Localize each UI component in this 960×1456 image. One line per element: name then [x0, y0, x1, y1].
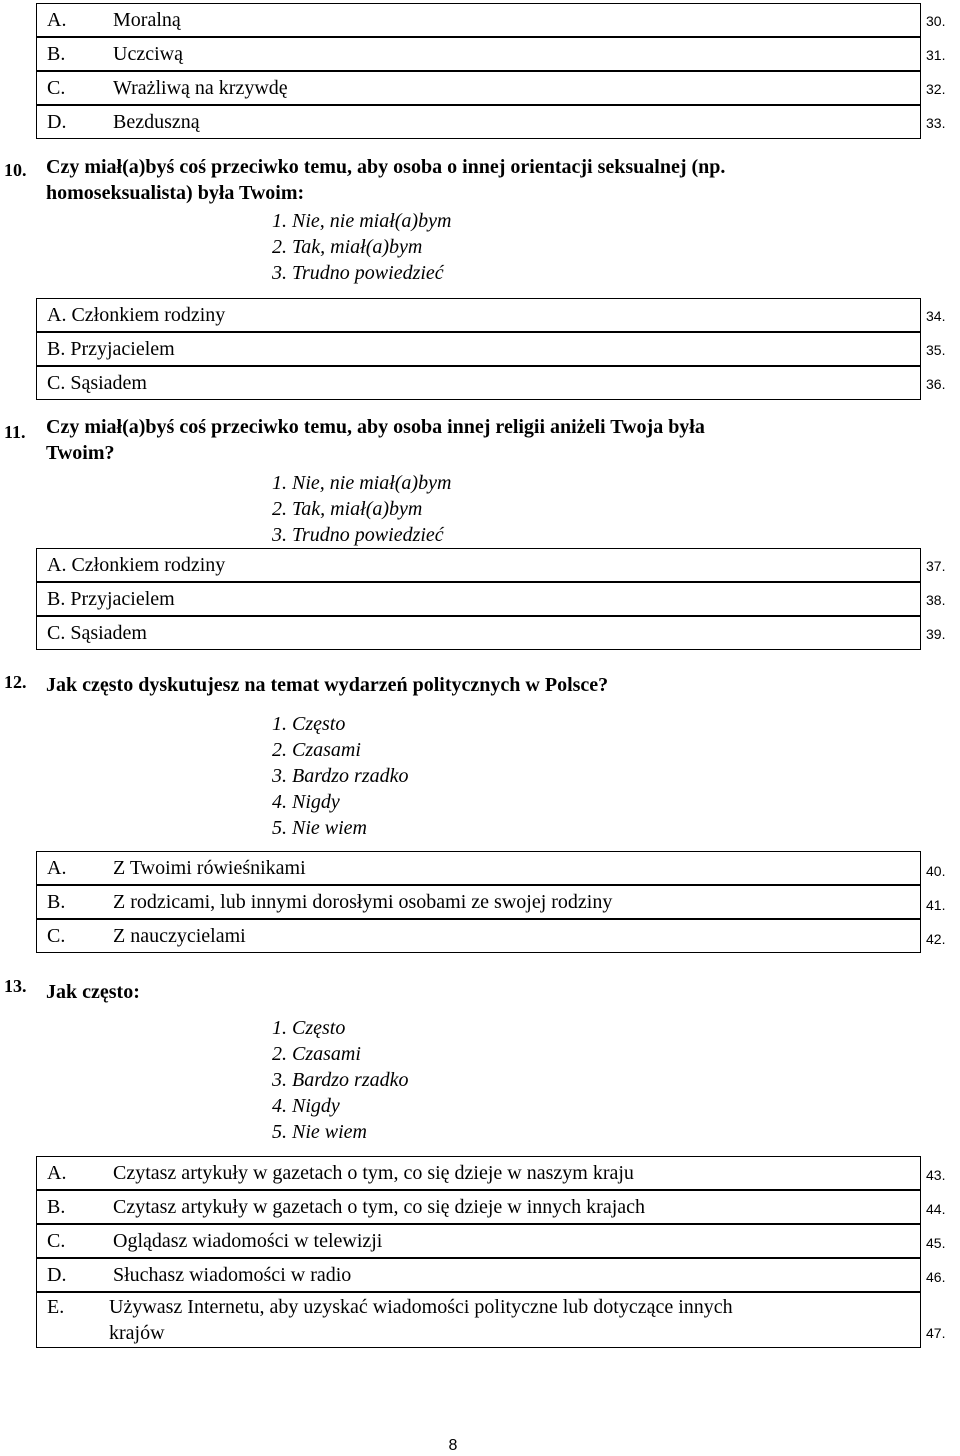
item-code: 39.: [926, 626, 946, 642]
item-code: 44.: [926, 1201, 946, 1217]
answer-row[interactable]: C. Wrażliwą na krzywdę: [36, 71, 921, 105]
answer-row[interactable]: A. Członkiem rodziny: [36, 298, 921, 332]
answer-row[interactable]: D. Bezduszną: [36, 105, 921, 139]
answer-row[interactable]: B. Czytasz artykuły w gazetach o tym, co się dzieje w innych krajach: [36, 1190, 921, 1224]
item-code: 31.: [926, 47, 946, 63]
answer-scale: 1. Nie, nie miał(a)bym 2. Tak, miał(a)bym 3. Trudno powiedzieć: [272, 472, 452, 546]
question-text: Jak często:: [46, 981, 140, 1003]
answer-row[interactable]: C. Sąsiadem: [36, 616, 921, 650]
page-number: 8: [448, 1437, 458, 1454]
answer-row[interactable]: B. Przyjacielem: [36, 332, 921, 366]
answer-row[interactable]: B. Z rodzicami, lub innymi dorosłymi osobami ze swojej rodziny: [36, 885, 921, 919]
answer-row[interactable]: A. Członkiem rodziny: [36, 548, 921, 582]
answer-row[interactable]: D. Słuchasz wiadomości w radio: [36, 1258, 921, 1292]
item-code: 34.: [926, 308, 946, 324]
question-text: Jak często dyskutujesz na temat wydarzeń politycznych w Polsce?: [46, 674, 609, 696]
answer-scale: 1. Często 2. Czasami 3. Bardzo rzadko 4. Nigdy 5. Nie wiem: [272, 713, 409, 839]
question-text: Czy miał(a)byś coś przeciwko temu, aby osoba o innej orientacji seksualnej (np. homoseksualista) była Twoim:: [46, 156, 726, 204]
question-number: 13.: [4, 976, 27, 996]
answer-scale: 1. Nie, nie miał(a)bym 2. Tak, miał(a)bym 3. Trudno powiedzieć: [272, 210, 452, 284]
item-code: 41.: [926, 897, 946, 913]
item-code: 47.: [926, 1325, 946, 1341]
item-code: 38.: [926, 592, 946, 608]
answer-scale: 1. Często 2. Czasami 3. Bardzo rzadko 4. Nigdy 5. Nie wiem: [272, 1017, 409, 1143]
item-code: 45.: [926, 1235, 946, 1251]
item-code: 40.: [926, 863, 946, 879]
answer-row[interactable]: C. Sąsiadem: [36, 366, 921, 400]
question-number: 10.: [4, 160, 27, 180]
answer-row[interactable]: B. Przyjacielem: [36, 582, 921, 616]
item-code: 30.: [926, 13, 946, 29]
answer-row[interactable]: B. Uczciwą: [36, 37, 921, 71]
item-code: 46.: [926, 1269, 946, 1285]
question-number: 11.: [4, 422, 26, 442]
answer-row[interactable]: A. Czytasz artykuły w gazetach o tym, co się dzieje w naszym kraju: [36, 1156, 921, 1190]
item-code: 36.: [926, 376, 946, 392]
question-number: 12.: [4, 672, 27, 692]
item-code: 33.: [926, 115, 946, 131]
item-code: 37.: [926, 558, 946, 574]
question-text: Czy miał(a)byś coś przeciwko temu, aby osoba innej religii aniżeli Twoja była Twoim?: [46, 416, 705, 464]
answer-row[interactable]: C. Oglądasz wiadomości w telewizji: [36, 1224, 921, 1258]
item-code: 32.: [926, 81, 946, 97]
answer-row[interactable]: A. Moralną: [36, 3, 921, 37]
item-code: 42.: [926, 931, 946, 947]
item-code: 35.: [926, 342, 946, 358]
answer-row[interactable]: A. Z Twoimi rówieśnikami: [36, 851, 921, 885]
answer-row[interactable]: E. Używasz Internetu, aby uzyskać wiadomości polityczne lub dotyczące innych krajów: [36, 1292, 921, 1348]
answer-row[interactable]: C. Z nauczycielami: [36, 919, 921, 953]
item-code: 43.: [926, 1167, 946, 1183]
